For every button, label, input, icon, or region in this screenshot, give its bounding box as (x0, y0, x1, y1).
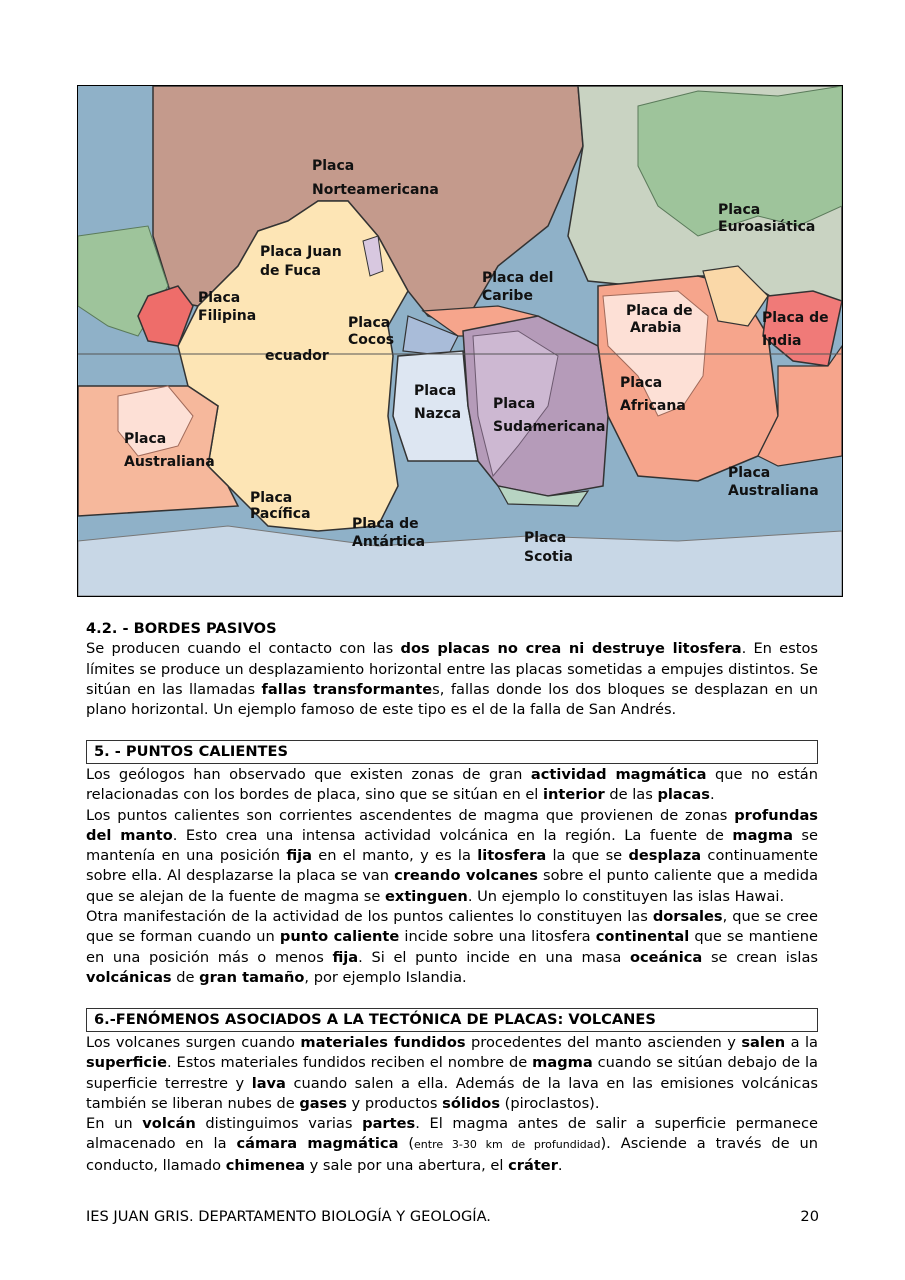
label-arabia-1: Placa de (626, 303, 693, 319)
label-juanfuca-2: de Fuca (260, 263, 321, 279)
section-title-box: 6.-FENÓMENOS ASOCIADOS A LA TECTÓNICA DE PLACAS: VOLCANES (86, 1008, 818, 1032)
label-juanfuca-1: Placa Juan (260, 244, 342, 260)
label-pacifica-1: Placa (250, 490, 293, 506)
label-ecuador: ecuador (265, 348, 329, 364)
label-cocos-2: Cocos (348, 332, 395, 348)
label-nazca-1: Placa (414, 383, 457, 399)
section-puntos-calientes (86, 740, 818, 988)
label-africana-1: Placa (620, 375, 663, 391)
paragraph: Se producen cuando el contacto con las dos placas no crea ni destruye litosfera. En estos límites se produce un desplazamiento horizontal entre las placas sometidas a empujes distintos. Se sitúan en las llamadas fallas transformantes, fallas donde los dos bloques se desplazan en un plano horizontal. Un ejemplo famoso de este tipo es el de la falla de San Andrés. (86, 640, 818, 719)
page-number: 20 (800, 1208, 819, 1225)
label-caribe-1: Placa del (482, 270, 554, 286)
map-svg (78, 86, 842, 596)
label-euroasiatica-2: Euroasiática (718, 219, 816, 235)
label-sudamericana-1: Placa (493, 396, 536, 412)
label-nazca-2: Nazca (414, 406, 462, 422)
label-norteamericana-2: Norteamericana (312, 182, 439, 198)
label-africana-2: Africana (620, 398, 686, 414)
label-cocos-1: Placa (348, 315, 391, 331)
label-sudamericana-2: Sudamericana (493, 419, 606, 435)
label-australiana-e-1: Placa (728, 465, 771, 481)
section-title-box: 5. - PUNTOS CALIENTES (86, 740, 818, 764)
section-bordes-pasivos (86, 619, 818, 720)
label-india-2: India (762, 333, 802, 349)
tectonic-plates-map (77, 85, 843, 597)
label-australiana-w-2: Australiana (124, 454, 215, 470)
section-volcanes (86, 1008, 818, 1176)
label-scotia-1: Placa (524, 530, 567, 546)
label-norteamericana-1: Placa (312, 158, 355, 174)
paragraph: Los geólogos han observado que existen zonas de gran actividad magmática que no están relacionadas con los bordes de placa, sino que se sitúan en el interior de las placas. (86, 766, 818, 804)
label-antartica-1: Placa de (352, 516, 419, 532)
paragraph: Otra manifestación de la actividad de los puntos calientes lo constituyen las dorsales, que se cree que se forman cuando un punto caliente incide sobre una litosfera continental que se mantiene en una posición más o menos fija. Si el punto incide en una masa oceánica se crean islas volcánicas de gran tamaño, por ejemplo Islandia. (86, 908, 818, 986)
label-pacifica-2: Pacífica (250, 506, 311, 522)
label-australiana-w-1: Placa (124, 431, 167, 447)
label-euroasiatica-1: Placa (718, 202, 761, 218)
label-arabia-2: Arabia (630, 320, 682, 336)
section-title: 4.2. - BORDES PASIVOS (86, 620, 277, 637)
label-antartica-2: Antártica (352, 534, 426, 550)
depth-note: entre 3-30 km de profundidad (414, 1138, 601, 1152)
label-filipina-1: Placa (198, 290, 241, 306)
label-india-1: Placa de (762, 310, 829, 326)
label-filipina-2: Filipina (198, 308, 257, 324)
paragraph: En un volcán distinguimos varias partes. El magma antes de salir a superficie permanece almacenado en la cámara magmática (entre 3-30 km de profundidad). Asciende a través de un conducto, llamado chimenea y sale por una abertura, el cráter. (86, 1115, 818, 1174)
label-caribe-2: Caribe (482, 288, 533, 304)
paragraph: Los volcanes surgen cuando materiales fundidos procedentes del manto ascienden y salen a la superficie. Estos materiales fundidos reciben el nombre de magma cuando se sitúan debajo de la superficie terrestre y lava cuando salen a ella. Además de la lava en las emisiones volcánicas también se liberan nubes de gases y productos sólidos (piroclastos). (86, 1034, 819, 1112)
footer-department: IES JUAN GRIS. DEPARTAMENTO BIOLOGÍA Y GEOLOGÍA. (86, 1208, 491, 1225)
paragraph: Los puntos calientes son corrientes ascendentes de magma que provienen de zonas profundas del manto. Esto crea una intensa actividad volcánica en la región. La fuente de magma se mantenía en una posición fija en el manto, y es la litosfera la que se desplaza continuamente sobre ella. Al desplazarse la placa se van creando volcanes sobre el punto caliente que a medida que se alejan de la fuente de magma se extinguen. Un ejemplo lo constituyen las islas Hawai. (86, 806, 819, 905)
label-australiana-e-2: Australiana (728, 483, 819, 499)
label-scotia-2: Scotia (524, 549, 573, 565)
